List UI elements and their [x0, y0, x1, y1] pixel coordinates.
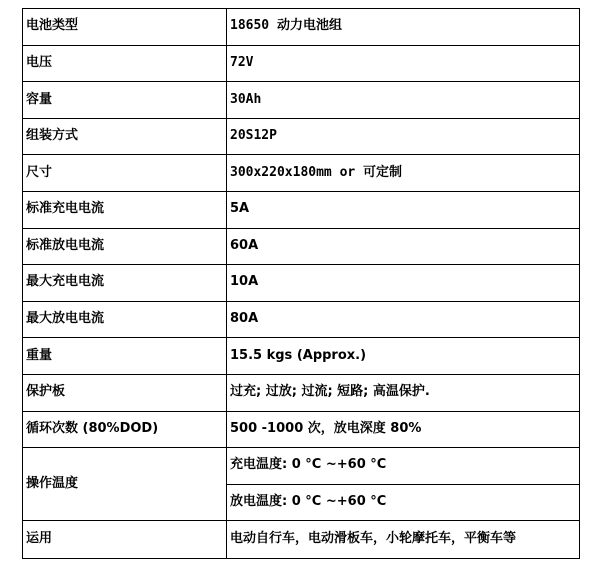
spec-label-protection-board: 保护板 [23, 374, 227, 411]
spec-label-max-discharge-current: 最大放电电流 [23, 301, 227, 338]
spec-value-max-discharge-current: 80A [227, 301, 580, 338]
spec-label-std-charge-current: 标准充电电流 [23, 191, 227, 228]
spec-row-voltage [23, 45, 580, 82]
spec-row-std-discharge-current [23, 228, 580, 265]
spec-label-max-charge-current: 最大充电电流 [23, 265, 227, 302]
spec-row-cycle-count [23, 411, 580, 448]
spec-row-battery-type [23, 9, 580, 46]
spec-label-weight: 重量 [23, 338, 227, 375]
spec-value-protection-board: 过充; 过放; 过流; 短路; 高温保护. [227, 374, 580, 411]
spec-row-usage [23, 521, 580, 559]
spec-value-dimensions: 300x220x180mm or 可定制 [227, 155, 580, 192]
spec-value-std-discharge-current: 60A [227, 228, 580, 265]
spec-value-assembly: 20S12P [227, 118, 580, 155]
spec-row-operating-temperature [23, 448, 580, 485]
spec-label-capacity: 容量 [23, 82, 227, 119]
spec-value-battery-type: 18650 动力电池组 [227, 9, 580, 46]
battery-spec-table [22, 8, 580, 559]
spec-value-usage: 电动自行车，电动滑板车，小轮摩托车，平衡车等 [227, 521, 580, 559]
spec-label-battery-type: 电池类型 [23, 9, 227, 46]
spec-value-voltage: 72V [227, 45, 580, 82]
spec-value-weight: 15.5 kgs (Approx.) [227, 338, 580, 375]
spec-label-operating-temperature: 操作温度 [23, 448, 227, 521]
spec-label-assembly: 组装方式 [23, 118, 227, 155]
spec-value-discharge-temperature: 放电温度: 0 °C ~+60 °C [227, 484, 580, 521]
spec-value-std-charge-current: 5A [227, 191, 580, 228]
spec-row-dimensions [23, 155, 580, 192]
spec-row-weight [23, 338, 580, 375]
spec-label-std-discharge-current: 标准放电电流 [23, 228, 227, 265]
spec-row-capacity [23, 82, 580, 119]
spec-value-cycle-count: 500 -1000 次，放电深度 80% [227, 411, 580, 448]
spec-value-charge-temperature: 充电温度: 0 °C ~+60 °C [227, 448, 580, 485]
spec-row-max-charge-current [23, 265, 580, 302]
spec-value-max-charge-current: 10A [227, 265, 580, 302]
spec-value-capacity: 30Ah [227, 82, 580, 119]
spec-row-protection-board [23, 374, 580, 411]
spec-label-usage: 运用 [23, 521, 227, 559]
spec-label-voltage: 电压 [23, 45, 227, 82]
spec-row-std-charge-current [23, 191, 580, 228]
spec-row-assembly [23, 118, 580, 155]
spec-row-max-discharge-current [23, 301, 580, 338]
spec-label-cycle-count: 循环次数 (80%DOD) [23, 411, 227, 448]
spec-label-dimensions: 尺寸 [23, 155, 227, 192]
